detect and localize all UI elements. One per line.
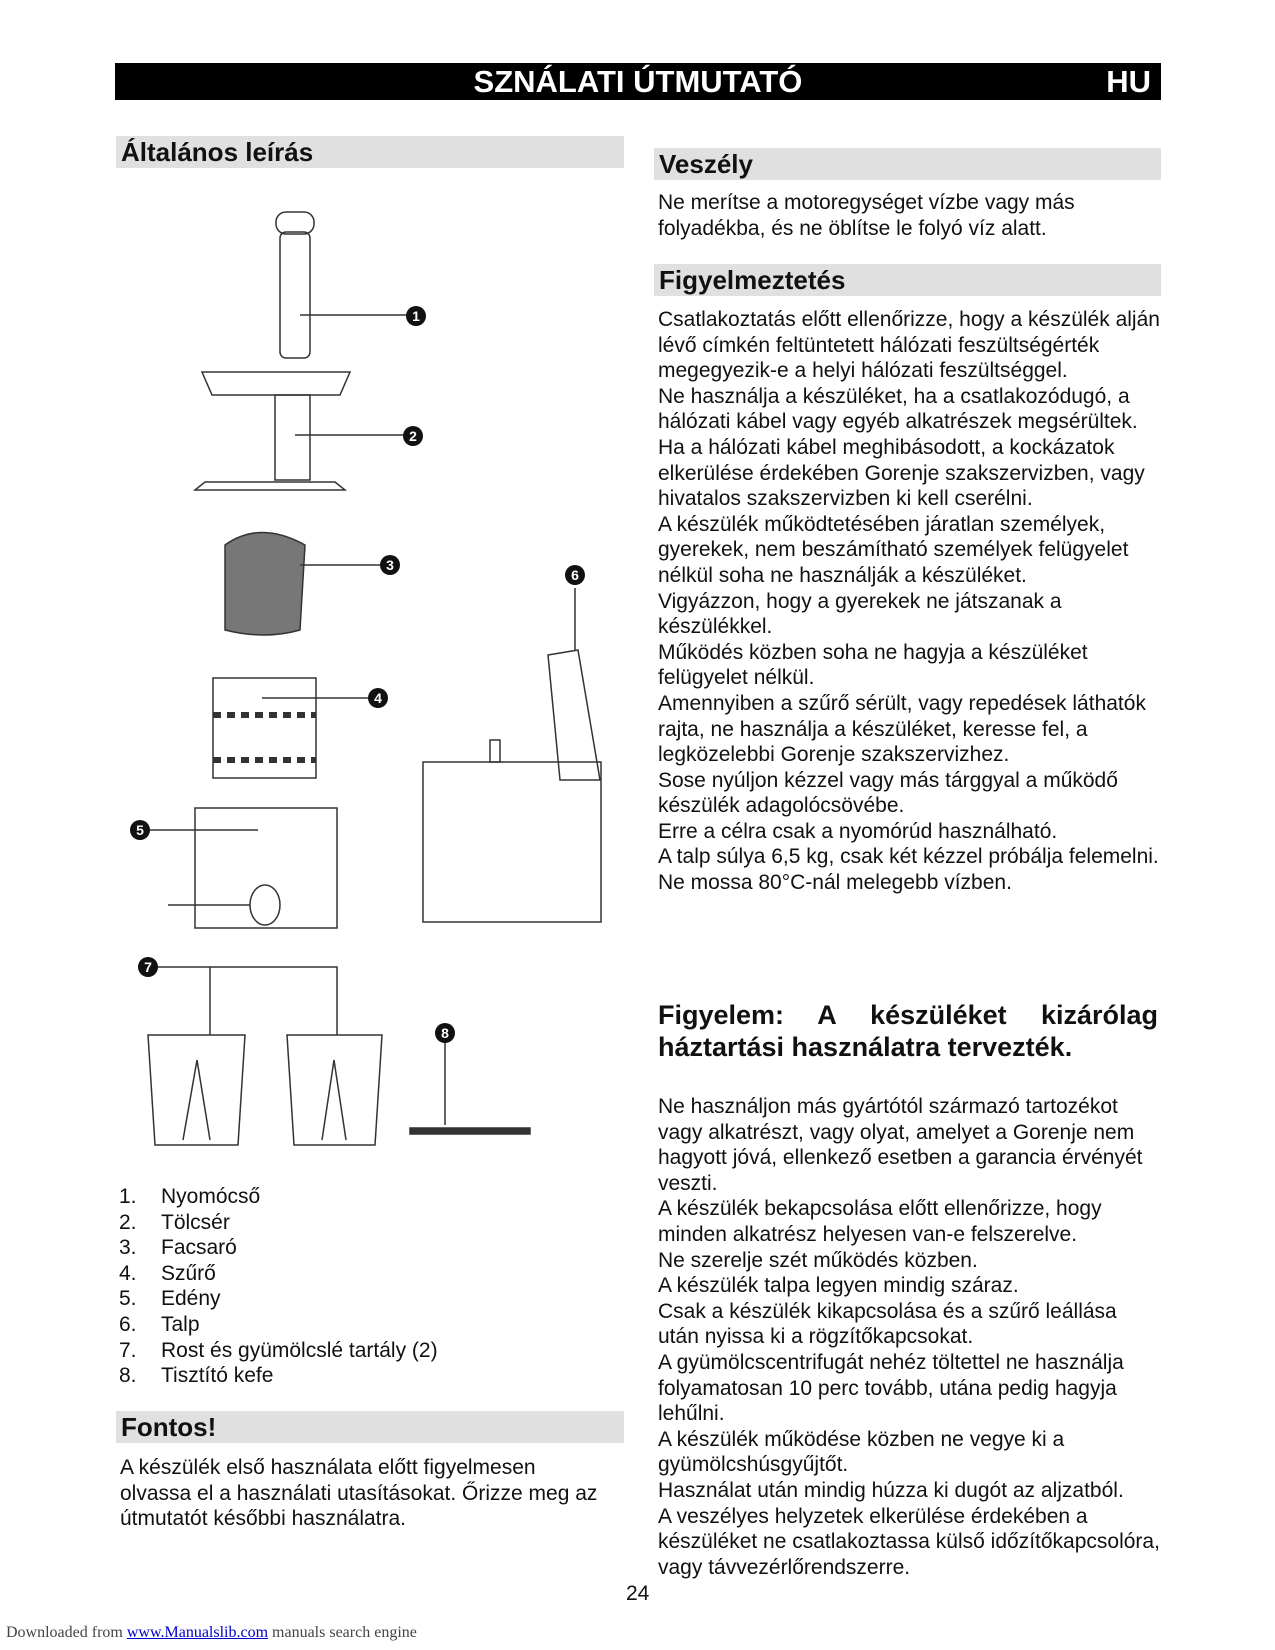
page-number: 24 (626, 1582, 650, 1605)
note-item: Ne használjon más gyártótól származó tartozékot vagy alkatrészt, vagy olyat, amelyet a Gorenje nem hagyott jóvá, ellenkező esetben a garancia érvényét veszti. (658, 1095, 1143, 1195)
warning-list (658, 307, 1163, 896)
warning-item: Sose nyúljon kézzel vagy más tárggyal a működő készülék adagolócsövébe. (658, 768, 1118, 818)
section-warning: Figyelmeztetés (654, 264, 1161, 296)
warning-item: A talp súlya 6,5 kg, csak két kézzel próbálja felemelni. (658, 845, 1159, 869)
callout-label: 5 (136, 822, 144, 838)
warning-item: Ne mossa 80°C-nál melegebb vízben. (658, 871, 1012, 895)
manualslib-link[interactable]: www.Manualslib.com (126, 1624, 269, 1641)
list-item: 1. Nyomócső (119, 1185, 261, 1208)
list-item: 4. Szűrő (119, 1261, 216, 1285)
callout-label: 6 (571, 567, 579, 583)
parts-list (119, 1184, 438, 1389)
callout-label: 7 (144, 959, 152, 975)
attention-heading: Figyelem: A készüléket kizárólag háztartási használatra tervezték. (658, 1000, 1158, 1062)
callout-label: 8 (441, 1025, 449, 1041)
warning-item: Vigyázzon, hogy a gyerekek ne játszanak a készülékkel. (658, 589, 1062, 639)
important-text: A készülék első használata előtt figyelmesen olvassa el a használati utasításokat. Őrizze meg az útmutatót későbbi használatra. (120, 1456, 598, 1531)
note-item: A gyümölcscentrifugát nehéz töltettel ne használja folyamatosan 10 perc tovább, utána pedig hagyja lehűlni. (658, 1350, 1124, 1426)
notes-list (658, 1094, 1163, 1580)
callout-label: 3 (386, 557, 394, 573)
footer: Downloaded from www.Manualslib.com manuals search engine (6, 1624, 417, 1641)
callout-label: 1 (412, 308, 420, 324)
note-item: Használat után mindig húzza ki dugót az aljzatból. (658, 1478, 1124, 1502)
warning-item: Csatlakoztatás előtt ellenőrizze, hogy a készülék alján lévő címkén feltüntetett hálózati feszültségérték megegyezik-e a helyi hálózati feszültséggel. (658, 308, 1160, 383)
warning-item: Működés közben soha ne hagyja a készüléket felügyelet nélkül. (658, 640, 1088, 690)
note-item: Ne szerelje szét működés közben. (658, 1248, 978, 1272)
section-danger: Veszély (654, 148, 1161, 180)
danger-text: Ne merítse a motoregységet vízbe vagy más folyadékba, és ne öblítse le folyó víz alatt. (658, 191, 1075, 240)
list-item: 3. Facsaró (119, 1236, 237, 1260)
warning-item: Erre a célra csak a nyomórúd használható. (658, 819, 1058, 843)
header-title: SZNÁLATI ÚTMUTATÓ (473, 64, 803, 99)
callout-label: 4 (374, 690, 382, 706)
warning-item: Amennyiben a szűrő sérült, vagy repedések láthatók rajta, ne használja a készüléket, keresse fel, a legközelebbi Gorenje szakszervizhez. (658, 691, 1146, 767)
list-item: 2. Tölcsér (119, 1210, 230, 1234)
note-item: Csak a készülék kikapcsolása és a szűrő leállása után nyissa ki a rögzítőkapcsokat. (658, 1299, 1117, 1349)
warning-item: A készülék működtetésében járatlan személyek, gyerekek, nem beszámítható személyek felügyelet nélkül soha ne használják a készüléket. (658, 512, 1129, 587)
note-item: A készülék működése közben ne vegye ki a gyümölcshúsgyűjtőt. (658, 1427, 1065, 1477)
note-item: A veszélyes helyzetek elkerülése érdekében a készüléket ne csatlakoztassa külső időzítőkapcsolóra, vagy távvezérlőrendszerre. (658, 1504, 1160, 1579)
section-important: Fontos! (116, 1411, 624, 1443)
list-item: 6. Talp (119, 1312, 200, 1336)
callout-label: 2 (409, 428, 417, 444)
note-item: A készülék bekapcsolása előtt ellenőrizze, hogy minden alkatrész helyesen van-e felszerelve. (658, 1197, 1102, 1246)
list-item: 7. Rost és gyümölcslé tartály (2) (119, 1338, 438, 1362)
warning-item: Ha a hálózati kábel meghibásodott, a kockázatok elkerülése érdekében Gorenje szakszervizben, vagy hivatalos szakszervizben ki kell cserélni. (658, 435, 1145, 511)
language-code: HU (1106, 64, 1151, 99)
list-item: 5. Edény (119, 1287, 221, 1311)
note-item: A készülék talpa legyen mindig száraz. (658, 1274, 1019, 1298)
warning-item: Ne használja a készüléket, ha a csatlakozódugó, a hálózati kábel vagy egyéb alkatrészek megsérültek. (658, 384, 1138, 434)
section-general-description: Általános leírás (116, 136, 624, 168)
list-item: 8. Tisztító kefe (119, 1364, 274, 1388)
